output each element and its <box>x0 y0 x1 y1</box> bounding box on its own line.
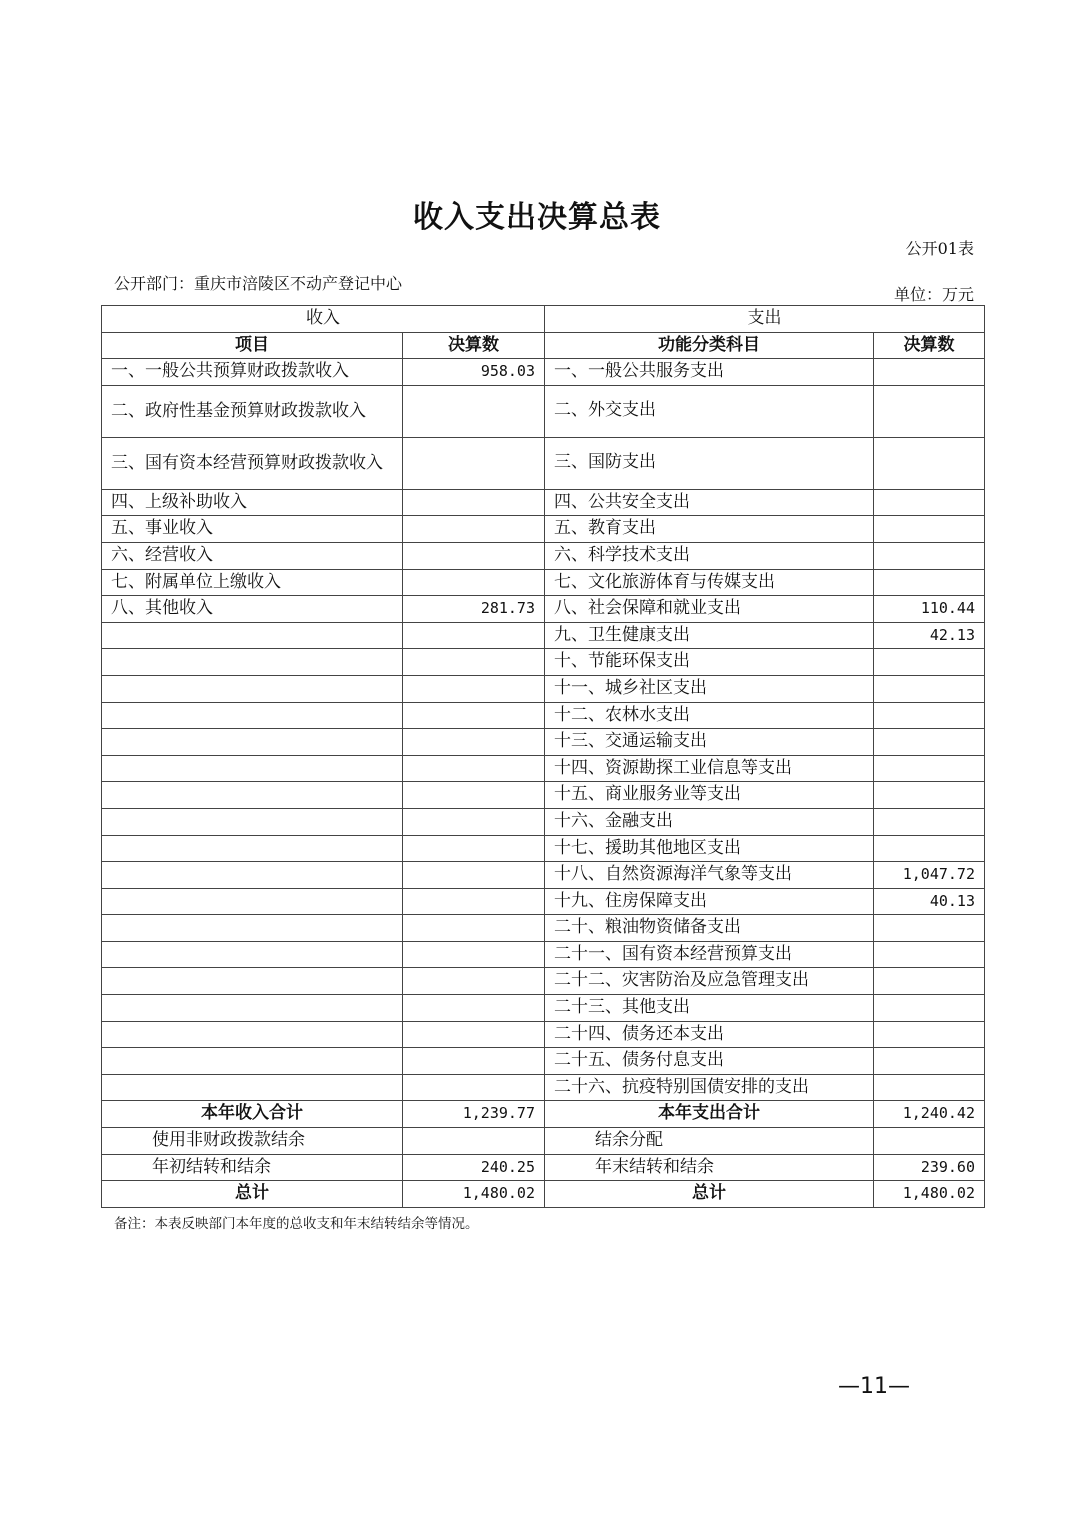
header-row-1 <box>102 306 985 333</box>
income-value <box>403 437 545 489</box>
year-total-row <box>102 1101 985 1128</box>
expense-label: 十、节能环保支出 <box>545 649 874 676</box>
expense-value <box>874 1021 985 1048</box>
table-row <box>102 915 985 942</box>
table-row <box>102 968 985 995</box>
table-row <box>102 516 985 543</box>
income-label: 三、国有资本经营预算财政拨款收入 <box>102 437 403 489</box>
surplus-dist-label: 结余分配 <box>545 1128 874 1155</box>
table-row <box>102 755 985 782</box>
expense-value <box>874 835 985 862</box>
table-row <box>102 729 985 756</box>
expense-header: 支出 <box>545 306 985 333</box>
expense-label: 十六、金融支出 <box>545 808 874 835</box>
income-label: 二、政府性基金预算财政拨款收入 <box>102 385 403 437</box>
begin-carry-label: 年初结转和结余 <box>102 1154 403 1181</box>
expense-label: 一、一般公共服务支出 <box>545 359 874 386</box>
expense-value <box>874 782 985 809</box>
table-row <box>102 995 985 1022</box>
table-code: 公开01表 <box>905 239 974 258</box>
income-total-label: 本年收入合计 <box>102 1101 403 1128</box>
expense-label: 二、外交支出 <box>545 385 874 437</box>
expense-value <box>874 516 985 543</box>
expense-label: 三、国防支出 <box>545 437 874 489</box>
table-row <box>102 1048 985 1075</box>
income-label: 八、其他收入 <box>102 596 403 623</box>
table-row <box>102 675 985 702</box>
non-fiscal-label: 使用非财政拨款结余 <box>102 1128 403 1155</box>
expense-label: 二十三、其他支出 <box>545 995 874 1022</box>
table-row <box>102 622 985 649</box>
grand-total-expense: 1,480.02 <box>874 1181 985 1208</box>
income-value: 281.73 <box>403 596 545 623</box>
page-number: —11— <box>838 1374 910 1399</box>
expense-value <box>874 385 985 437</box>
table-row <box>102 702 985 729</box>
expense-label: 十四、资源勘探工业信息等支出 <box>545 755 874 782</box>
budget-summary-table <box>101 305 985 1208</box>
table-row <box>102 596 985 623</box>
expense-value <box>874 755 985 782</box>
table-row <box>102 542 985 569</box>
income-label: 一、一般公共预算财政拨款收入 <box>102 359 403 386</box>
department-label: 公开部门：重庆市涪陵区不动产登记中心 <box>114 274 403 293</box>
expense-label: 四、公共安全支出 <box>545 489 874 516</box>
expense-label: 六、科学技术支出 <box>545 542 874 569</box>
carry-over-row <box>102 1154 985 1181</box>
grand-total-label: 总计 <box>545 1181 874 1208</box>
income-value <box>403 516 545 543</box>
table-row <box>102 437 985 489</box>
table-row <box>102 941 985 968</box>
table-row <box>102 385 985 437</box>
income-header: 收入 <box>102 306 545 333</box>
table-row <box>102 569 985 596</box>
table-row <box>102 888 985 915</box>
expense-label: 十八、自然资源海洋气象等支出 <box>545 862 874 889</box>
expense-value <box>874 729 985 756</box>
expense-label: 七、文化旅游体育与传媒支出 <box>545 569 874 596</box>
expense-label: 二十六、抗疫特别国债安排的支出 <box>545 1074 874 1101</box>
expense-total-value: 1,240.42 <box>874 1101 985 1128</box>
expense-value <box>874 995 985 1022</box>
expense-label: 十一、城乡社区支出 <box>545 675 874 702</box>
amount-header: 决算数 <box>403 332 545 359</box>
income-label: 四、上级补助收入 <box>102 489 403 516</box>
table-row <box>102 359 985 386</box>
expense-total-label: 本年支出合计 <box>545 1101 874 1128</box>
income-total-value: 1,239.77 <box>403 1101 545 1128</box>
expense-label: 十七、援助其他地区支出 <box>545 835 874 862</box>
table-row <box>102 1021 985 1048</box>
begin-carry-value: 240.25 <box>403 1154 545 1181</box>
item-header: 项目 <box>102 332 403 359</box>
unit-label: 单位：万元 <box>893 285 974 304</box>
income-label: 六、经营收入 <box>102 542 403 569</box>
expense-label: 九、卫生健康支出 <box>545 622 874 649</box>
expense-value: 1,047.72 <box>874 862 985 889</box>
table-row <box>102 782 985 809</box>
expense-value <box>874 968 985 995</box>
income-value <box>403 569 545 596</box>
expense-value <box>874 489 985 516</box>
table-row <box>102 489 985 516</box>
amount-header: 决算数 <box>874 332 985 359</box>
table-row <box>102 835 985 862</box>
expense-value <box>874 649 985 676</box>
expense-label: 二十二、灾害防治及应急管理支出 <box>545 968 874 995</box>
expense-value <box>874 359 985 386</box>
surplus-dist-value <box>874 1128 985 1155</box>
expense-value <box>874 1048 985 1075</box>
income-value <box>403 542 545 569</box>
non-fiscal-value <box>403 1128 545 1155</box>
expense-label: 十九、住房保障支出 <box>545 888 874 915</box>
expense-label: 十五、商业服务业等支出 <box>545 782 874 809</box>
expense-value <box>874 915 985 942</box>
page-title: 收入支出决算总表 <box>413 200 661 235</box>
header-row-2 <box>102 332 985 359</box>
footnote: 备注：本表反映部门本年度的总收支和年末结转结余等情况。 <box>114 1216 479 1232</box>
income-value: 958.03 <box>403 359 545 386</box>
table-row <box>102 1074 985 1101</box>
table-row <box>102 862 985 889</box>
expense-label: 二十四、债务还本支出 <box>545 1021 874 1048</box>
expense-value: 42.13 <box>874 622 985 649</box>
expense-value <box>874 1074 985 1101</box>
expense-label: 二十一、国有资本经营预算支出 <box>545 941 874 968</box>
expense-value <box>874 569 985 596</box>
expense-value <box>874 808 985 835</box>
expense-label: 二十五、债务付息支出 <box>545 1048 874 1075</box>
expense-label: 十二、农林水支出 <box>545 702 874 729</box>
end-carry-value: 239.60 <box>874 1154 985 1181</box>
expense-value <box>874 702 985 729</box>
grand-total-label: 总计 <box>102 1181 403 1208</box>
expense-value <box>874 675 985 702</box>
end-carry-label: 年末结转和结余 <box>545 1154 874 1181</box>
table-row <box>102 649 985 676</box>
income-label: 五、事业收入 <box>102 516 403 543</box>
expense-value <box>874 542 985 569</box>
expense-label: 五、教育支出 <box>545 516 874 543</box>
non-fiscal-row <box>102 1128 985 1155</box>
grand-total-row <box>102 1181 985 1208</box>
function-subject-header: 功能分类科目 <box>545 332 874 359</box>
grand-total-income: 1,480.02 <box>403 1181 545 1208</box>
expense-label: 十三、交通运输支出 <box>545 729 874 756</box>
income-value <box>403 489 545 516</box>
expense-label: 二十、粮油物资储备支出 <box>545 915 874 942</box>
expense-value: 40.13 <box>874 888 985 915</box>
expense-label: 八、社会保障和就业支出 <box>545 596 874 623</box>
expense-value: 110.44 <box>874 596 985 623</box>
income-label: 七、附属单位上缴收入 <box>102 569 403 596</box>
table-row <box>102 808 985 835</box>
expense-value <box>874 941 985 968</box>
expense-value <box>874 437 985 489</box>
income-value <box>403 385 545 437</box>
